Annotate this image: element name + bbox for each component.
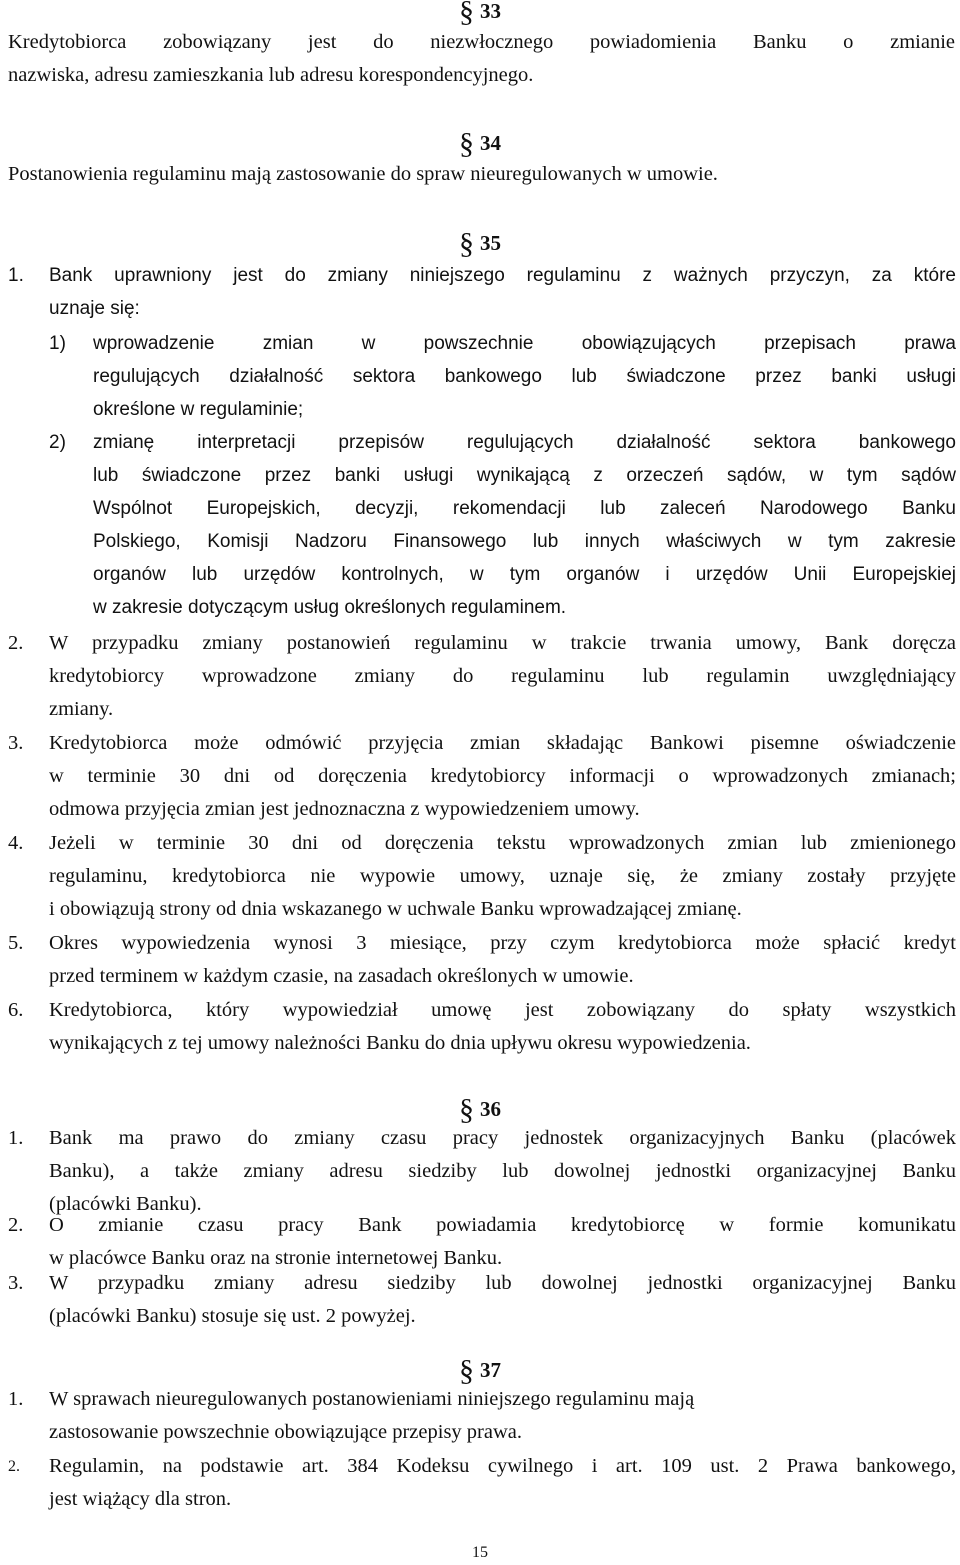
text-line: zmiany. — [49, 698, 114, 720]
item-number: 6. — [8, 999, 24, 1021]
text-line: Wspólnot Europejskich, decyzji, rekomendacji lub zaleceń Narodowego Banku — [93, 498, 956, 519]
text-line: wprowadzenie zmian w powszechnie obowiązujących przepisach prawa — [93, 333, 956, 354]
section-sign: § — [459, 127, 474, 160]
section-number: 37 — [480, 1358, 501, 1382]
section-sign: § — [459, 0, 474, 28]
text-line: zmianę interpretacji przepisów regulujących działalność sektora bankowego — [93, 432, 956, 453]
text-line: O zmianie czasu pracy Bank powiadamia kredytobiorcę w formie komunikatu — [49, 1214, 956, 1236]
item-text — [49, 627, 956, 726]
text-line: jest wiążący dla stron. — [49, 1488, 232, 1510]
item-text — [49, 1450, 956, 1516]
text-line: Kredytobiorca zobowiązany jest do niezwłocznego powiadomienia Banku o zmianie — [8, 31, 955, 53]
text-line: W sprawach nieuregulowanych postanowieniami niniejszego regulaminu mają — [49, 1388, 695, 1410]
item-text — [49, 1383, 956, 1449]
section-heading-33 — [0, 0, 960, 27]
text-line: w terminie 30 dni od doręczenia kredytobiorcy informacji o wprowadzonych zmianach; — [49, 765, 956, 787]
item-number: 4. — [8, 832, 24, 854]
text-line: W przypadku zmiany postanowień regulaminu w trakcie trwania umowy, Bank doręcza — [49, 632, 956, 654]
text-line: przed terminem w każdym czasie, na zasadach określonych w umowie. — [49, 965, 634, 987]
section-33-text — [8, 26, 955, 92]
section-number: 33 — [480, 0, 501, 23]
text-line: Kredytobiorca, który wypowiedział umowę jest zobowiązany do spłaty wszystkich — [49, 999, 956, 1021]
item-number: 1. — [8, 1127, 24, 1149]
subitem-number: 2) — [49, 432, 66, 453]
text-line: Bank uprawniony jest do zmiany niniejszego regulaminu z ważnych przyczyn, za które — [49, 265, 956, 286]
text-line: Banku), a także zmiany adresu siedziby lub dowolnej jednostki organizacyjnej Banku — [49, 1160, 956, 1182]
subitem-text — [93, 426, 956, 624]
item-number: 3. — [8, 732, 24, 754]
text-line: zastosowanie powszechnie obowiązujące przepisy prawa. — [49, 1421, 523, 1443]
section-heading-37 — [0, 1355, 960, 1386]
text-line: Kredytobiorca może odmówić przyjęcia zmian składając Bankowi pisemne oświadczenie — [49, 732, 956, 754]
text-line: określone w regulaminie; — [93, 399, 304, 420]
section-number: 35 — [480, 231, 501, 255]
text-line: odmowa przyjęcia zmian jest jednoznaczna z wypowiedzeniem umowy. — [49, 798, 640, 820]
text-line: regulujących działalność sektora bankowego lub świadczone przez banki usługi — [93, 366, 956, 387]
section-number: 36 — [480, 1097, 501, 1121]
text-line: nazwiska, adresu zamieszkania lub adresu korespondencyjnego. — [8, 64, 534, 86]
text-line: Jeżeli w terminie 30 dni od doręczenia tekstu wprowadzonych zmian lub zmienionego — [49, 832, 956, 854]
item-text — [49, 1122, 956, 1221]
item-text — [49, 259, 956, 325]
item-text — [49, 1267, 956, 1333]
item-text — [49, 1209, 956, 1275]
text-line: Polskiego, Komisji Nadzoru Finansowego lub innych właściwych w tym zakresie — [93, 531, 956, 552]
section-heading-34 — [0, 128, 960, 159]
section-sign: § — [459, 227, 474, 260]
section-number: 34 — [480, 131, 501, 155]
item-text — [49, 727, 956, 826]
text-line: Okres wypowiedzenia wynosi 3 miesiące, przy czym kredytobiorca może spłacić kredyt — [49, 932, 956, 954]
section-heading-35 — [0, 228, 960, 259]
text-line: w placówce Banku oraz na stronie internetowej Banku. — [49, 1247, 503, 1269]
text-line: regulaminu, kredytobiorca nie wypowie umowy, uznaje się, że zmiany zostały przyjęte — [49, 865, 956, 887]
text-line: uznaje się: — [49, 298, 140, 319]
item-text — [49, 994, 956, 1060]
item-number: 2. — [8, 1458, 20, 1475]
item-number: 2. — [8, 632, 24, 654]
text-line: w zakresie dotyczącym usług określonych regulaminem. — [93, 597, 567, 618]
item-number: 3. — [8, 1272, 24, 1294]
section-34-text — [8, 158, 955, 191]
page-number: 15 — [472, 1544, 488, 1561]
item-number: 2. — [8, 1214, 24, 1236]
text-line: Regulamin, na podstawie art. 384 Kodeksu cywilnego i art. 109 ust. 2 Prawa bankowego, — [49, 1455, 956, 1477]
text-line: (placówki Banku) stosuje się ust. 2 powyżej. — [49, 1305, 416, 1327]
subitem-text — [93, 327, 956, 426]
item-text — [49, 927, 956, 993]
subitem-number: 1) — [49, 333, 66, 354]
text-line: (placówki Banku). — [49, 1193, 202, 1215]
text-line: W przypadku zmiany adresu siedziby lub dowolnej jednostki organizacyjnej Banku — [49, 1272, 956, 1294]
section-sign: § — [459, 1093, 474, 1126]
item-number: 1. — [8, 265, 24, 286]
text-line: Bank ma prawo do zmiany czasu pracy jednostek organizacyjnych Banku (placówek — [49, 1127, 956, 1149]
section-sign: § — [459, 1354, 474, 1387]
item-number: 5. — [8, 932, 24, 954]
text-line: Postanowienia regulaminu mają zastosowanie do spraw nieuregulowanych w umowie. — [8, 163, 718, 185]
text-line: organów lub urzędów kontrolnych, w tym organów i urzędów Unii Europejskiej — [93, 564, 956, 585]
text-line: i obowiązują strony od dnia wskazanego w uchwale Banku wprowadzającej zmianę. — [49, 898, 742, 920]
text-line: kredytobiorcy wprowadzone zmiany do regulaminu lub regulamin uwzględniający — [49, 665, 956, 687]
text-line: lub świadczone przez banki usługi wynikającą z orzeczeń sądów, w tym sądów — [93, 465, 956, 486]
item-number: 1. — [8, 1388, 24, 1410]
item-text — [49, 827, 956, 926]
text-line: wynikających z tej umowy należności Banku do dnia upływu okresu wypowiedzenia. — [49, 1032, 751, 1054]
section-heading-36 — [0, 1094, 960, 1125]
